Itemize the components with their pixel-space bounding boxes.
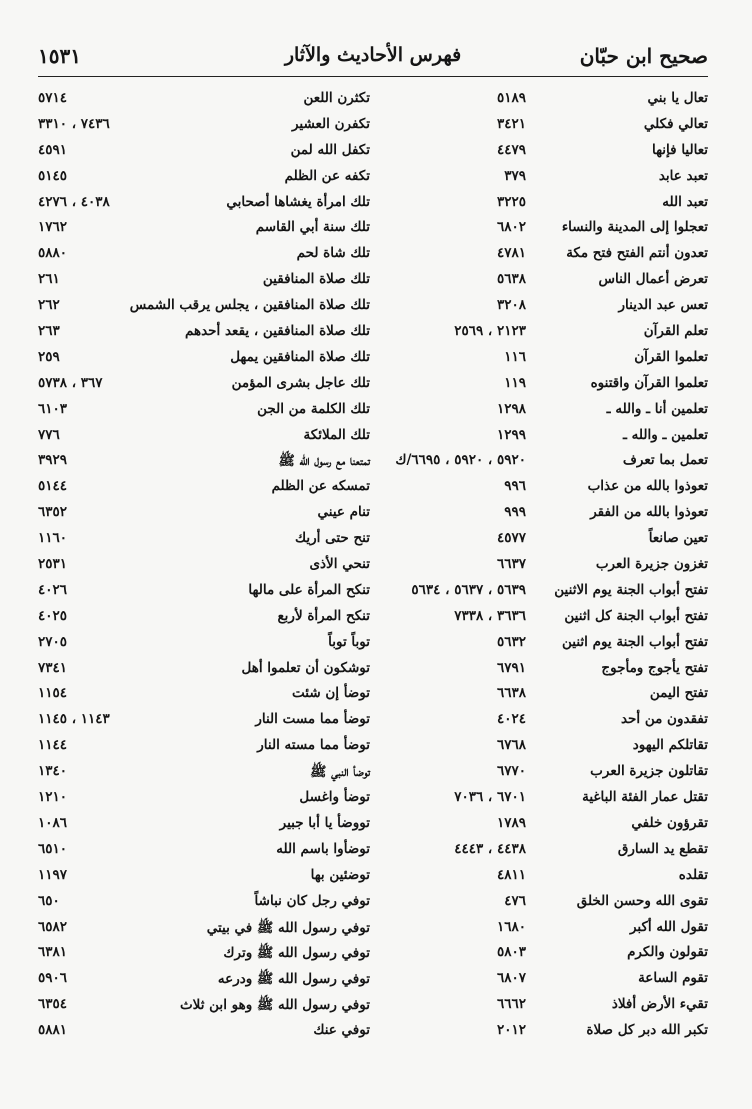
entry-text: تقولون والكرم bbox=[627, 944, 708, 961]
entry-hadith-number: ١٧٦٢ bbox=[38, 219, 68, 236]
entry-text: تقرؤون خلفي bbox=[631, 814, 708, 831]
entry-hadith-number: ٤٠٢٤ bbox=[496, 711, 526, 728]
entry-hadith-number: ٢٥٣١ bbox=[38, 556, 68, 573]
index-entry bbox=[38, 681, 370, 707]
entry-text: تفتح اليمن bbox=[649, 685, 708, 702]
entry-hadith-number: ٦٣٥٢ bbox=[38, 504, 68, 521]
entry-hadith-number: ٦٦٦٢ bbox=[496, 996, 526, 1013]
index-entry bbox=[38, 112, 370, 138]
section-title: فهرس الأحاديث والآثار bbox=[284, 44, 462, 66]
entry-hadith-number: ١٦٨٠ bbox=[496, 918, 526, 935]
entry-hadith-number: ٤٠٣٨ ، ٤٢٧٦ bbox=[38, 193, 110, 210]
index-entry bbox=[38, 966, 370, 992]
entry-hadith-number: ٤٠٢٥ bbox=[38, 607, 68, 624]
entry-text: تلك صلاة المنافقين يمهل bbox=[230, 348, 370, 365]
entry-hadith-number: ٤٨١١ bbox=[496, 866, 526, 883]
index-entry bbox=[380, 707, 708, 733]
index-entry bbox=[380, 371, 708, 397]
entry-hadith-number: ٤٤٣٨ ، ٤٤٤٣ bbox=[454, 840, 526, 857]
entry-hadith-number: ٩٩٩ bbox=[504, 504, 526, 521]
entry-text: تغزون جزيرة العرب bbox=[595, 556, 708, 573]
entry-hadith-number: ١٧٨٩ bbox=[496, 814, 526, 831]
index-entry bbox=[38, 785, 370, 811]
index-entry bbox=[38, 863, 370, 889]
entry-hadith-number: ٣٤٢١ bbox=[496, 115, 526, 132]
entry-text: توضأ النبي ﷺ bbox=[310, 764, 370, 781]
entry-hadith-number: ١١٤٣ ، ١١٤٥ bbox=[38, 711, 110, 728]
entry-hadith-number: ٥٨٠٣ bbox=[496, 944, 526, 961]
entry-text: تعدون أنتم الفتح فتح مكة bbox=[566, 245, 708, 262]
entry-text: توفي رسول الله ﷺ وهو ابن ثلاث bbox=[179, 997, 370, 1014]
index-entry bbox=[38, 940, 370, 966]
entry-hadith-number: ٥٦٣٢ bbox=[496, 633, 526, 650]
entry-text: تفتح أبواب الجنة كل اثنين bbox=[564, 607, 708, 624]
entry-text: تعرض أعمال الناس bbox=[598, 271, 708, 288]
entry-hadith-number: ٦٦٣٨ bbox=[496, 685, 526, 702]
entry-text: تكفه عن الظلم bbox=[284, 167, 370, 184]
entry-hadith-number: ٢٦٣ bbox=[38, 323, 60, 340]
entry-text: تلك عاجل بشرى المؤمن bbox=[231, 374, 370, 391]
index-entry bbox=[38, 500, 370, 526]
entry-hadith-number: ٤٠٢٦ bbox=[38, 581, 68, 598]
index-entry bbox=[380, 863, 708, 889]
entry-hadith-number: ٦٣٥٤ bbox=[38, 996, 68, 1013]
index-entry bbox=[38, 759, 370, 785]
entry-hadith-number: ٦٧٩١ bbox=[496, 659, 526, 676]
entry-text: توباً توباً bbox=[328, 633, 370, 650]
entry-hadith-number: ١١٦ bbox=[504, 348, 526, 365]
index-entry bbox=[38, 837, 370, 863]
index-entry bbox=[380, 966, 708, 992]
entry-hadith-number: ٥٦٣٩ ، ٥٦٣٧ ، ٥٦٣٤ bbox=[411, 581, 526, 598]
entry-text: تلك صلاة المنافقين ، يقعد أحدهم bbox=[184, 323, 370, 340]
entry-hadith-number: ٣٦٣٦ ، ٧٣٣٨ bbox=[454, 607, 526, 624]
entry-hadith-number: ٦١٠٣ bbox=[38, 400, 68, 417]
entry-text: تقوى الله وحسن الخلق bbox=[576, 892, 708, 909]
entry-hadith-number: ٤٤٧٩ bbox=[496, 141, 526, 158]
right-column bbox=[380, 86, 708, 1044]
entry-hadith-number: ٦٣٨١ bbox=[38, 944, 68, 961]
index-entry bbox=[38, 474, 370, 500]
index-entry bbox=[380, 759, 708, 785]
index-entry bbox=[380, 500, 708, 526]
entry-text: تعالي فكلي bbox=[643, 115, 708, 132]
entry-hadith-number: ٦٨٠٢ bbox=[496, 219, 526, 236]
index-entry bbox=[380, 241, 708, 267]
entry-hadith-number: ٦٥٨٢ bbox=[38, 918, 68, 935]
entry-hadith-number: ٥٧١٤ bbox=[38, 90, 68, 106]
entry-text: توضأ مما مسته النار bbox=[257, 737, 370, 754]
entry-text: تقاتلكم اليهود bbox=[632, 737, 708, 754]
entry-text: توضأوا باسم الله bbox=[276, 840, 370, 857]
entry-hadith-number: ١٠٨٦ bbox=[38, 814, 68, 831]
index-entry bbox=[380, 811, 708, 837]
index-entry bbox=[380, 940, 708, 966]
index-entry bbox=[38, 604, 370, 630]
page-header bbox=[38, 34, 708, 74]
entry-hadith-number: ١١٩ bbox=[504, 374, 526, 391]
index-entry bbox=[38, 138, 370, 164]
entry-text: تفتح أبواب الجنة يوم اثنين bbox=[561, 633, 708, 650]
entry-text: توضأ واغسل bbox=[299, 789, 370, 806]
entry-text: توفي رسول الله ﷺ وترك bbox=[223, 945, 370, 962]
entry-hadith-number: ٢٥٩ bbox=[38, 348, 60, 365]
index-entry bbox=[380, 267, 708, 293]
index-entry bbox=[38, 889, 370, 915]
entry-text: تعوذوا بالله من الفقر bbox=[590, 504, 708, 521]
entry-text: تلك صلاة المنافقين ، يجلس يرقب الشمس bbox=[129, 297, 370, 314]
entry-text: تقاتلون جزيرة العرب bbox=[590, 763, 708, 780]
index-entry bbox=[380, 345, 708, 371]
entry-hadith-number: ٥٨٨٠ bbox=[38, 245, 68, 262]
index-entry bbox=[38, 915, 370, 941]
index-entry bbox=[38, 267, 370, 293]
entry-hadith-number: ٤٧٨١ bbox=[496, 245, 526, 262]
index-entry bbox=[380, 889, 708, 915]
index-entry bbox=[38, 241, 370, 267]
index-entry bbox=[38, 86, 370, 112]
entry-hadith-number: ٣٦٧ ، ٥٧٣٨ bbox=[38, 374, 103, 391]
entry-text: تعال يا بني bbox=[647, 90, 708, 106]
entry-hadith-number: ٥١٤٥ bbox=[38, 167, 68, 184]
entry-text: تلك شاة لحم bbox=[296, 245, 370, 262]
index-entry bbox=[38, 215, 370, 241]
entry-hadith-number: ٢٦٢ bbox=[38, 297, 60, 314]
entry-text: تكفرن العشير bbox=[291, 115, 370, 132]
entry-text: تقطع يد السارق bbox=[617, 840, 708, 857]
index-entry bbox=[380, 423, 708, 449]
index-entry bbox=[380, 293, 708, 319]
entry-hadith-number: ٥١٤٤ bbox=[38, 478, 68, 495]
entry-text: توضئين بها bbox=[310, 866, 370, 883]
entry-text: تعس عبد الدينار bbox=[618, 297, 708, 314]
entry-text: تفتح أبواب الجنة يوم الاثنين bbox=[554, 581, 708, 598]
entry-text: تلك الكلمة من الجن bbox=[257, 400, 370, 417]
entry-hadith-number: ٣٢٠٨ bbox=[496, 297, 526, 314]
index-entry bbox=[380, 656, 708, 682]
entry-text: تنحي الأذى bbox=[309, 556, 370, 573]
index-entry bbox=[38, 1018, 370, 1044]
index-entry bbox=[38, 345, 370, 371]
index-entry bbox=[38, 656, 370, 682]
entry-text: تنام عيني bbox=[317, 504, 370, 521]
entry-hadith-number: ٢١٢٣ ، ٢٥٦٩ bbox=[454, 323, 526, 340]
index-entry bbox=[380, 86, 708, 112]
entry-hadith-number: ١٢٩٩ bbox=[496, 426, 526, 443]
entry-text: توفي عنك bbox=[313, 1022, 370, 1039]
entry-hadith-number: ٥٩٠٦ bbox=[38, 970, 68, 987]
entry-text: تعلموا القرآن واقتنوه bbox=[590, 374, 708, 391]
entry-hadith-number: ٥٨٨١ bbox=[38, 1022, 68, 1039]
entry-text: تعبد عابد bbox=[658, 167, 708, 184]
entry-hadith-number: ٥١٨٩ bbox=[496, 90, 526, 106]
entry-text: توفي رسول الله ﷺ ودرعه bbox=[217, 971, 370, 988]
index-entry bbox=[38, 448, 370, 474]
entry-hadith-number: ١١٥٤ bbox=[38, 685, 68, 702]
entry-text: تنح حتى أريك bbox=[294, 530, 370, 547]
entry-text: تكبر الله دبر كل صلاة bbox=[586, 1022, 708, 1039]
entry-text: تعلم القرآن bbox=[643, 323, 708, 340]
header-divider bbox=[38, 76, 708, 77]
entry-hadith-number: ٧٣٤١ bbox=[38, 659, 68, 676]
entry-hadith-number: ١٢١٠ bbox=[38, 789, 68, 806]
entry-text: تقول الله أكبر bbox=[629, 918, 708, 935]
page-number: ١٥٣١ bbox=[38, 44, 81, 68]
entry-text: تعاليا فإنها bbox=[651, 141, 708, 158]
index-entry bbox=[380, 448, 708, 474]
entry-text: تنكح المرأة على مالها bbox=[248, 581, 370, 598]
index-entry bbox=[380, 190, 708, 216]
entry-hadith-number: ٥٩٢٠ ، ٥٩٢٠ ، ٦٦٩٥/ك bbox=[395, 452, 526, 469]
entry-hadith-number: ٢٠١٢ bbox=[496, 1022, 526, 1039]
index-entry bbox=[38, 293, 370, 319]
index-entry bbox=[38, 811, 370, 837]
entry-hadith-number: ٤٧٦ bbox=[504, 892, 526, 909]
entry-hadith-number: ٦٧٦٨ bbox=[496, 737, 526, 754]
entry-hadith-number: ٢٦١ bbox=[38, 271, 60, 288]
entry-text: تعلموا القرآن bbox=[634, 348, 708, 365]
entry-text: تعجلوا إلى المدينة والنساء bbox=[561, 219, 708, 236]
entry-hadith-number: ٣٢٢٥ bbox=[496, 193, 526, 210]
index-entry bbox=[38, 992, 370, 1018]
index-entry bbox=[380, 915, 708, 941]
index-entry bbox=[380, 112, 708, 138]
entry-text: توفي رسول الله ﷺ في بيتي bbox=[206, 919, 370, 936]
index-entry bbox=[380, 215, 708, 241]
index-entry bbox=[380, 681, 708, 707]
index-entry bbox=[380, 837, 708, 863]
entry-text: توضأ مما مست النار bbox=[255, 711, 370, 728]
entry-hadith-number: ٩٩٦ bbox=[504, 478, 526, 495]
index-entry bbox=[380, 733, 708, 759]
entry-hadith-number: ٢٧٠٥ bbox=[38, 633, 68, 650]
entry-text: تقيء الأرض أفلاذ bbox=[611, 996, 708, 1013]
index-entry bbox=[38, 733, 370, 759]
entry-hadith-number: ١٣٤٠ bbox=[38, 763, 68, 780]
index-entry bbox=[380, 138, 708, 164]
entry-text: توشكون أن تعلموا أهل bbox=[241, 659, 370, 676]
index-entry bbox=[38, 397, 370, 423]
entry-hadith-number: ١٢٩٨ bbox=[496, 400, 526, 417]
entry-hadith-number: ٧٧٦ bbox=[38, 426, 60, 443]
index-entry bbox=[380, 578, 708, 604]
entry-text: توضأ إن شئت bbox=[291, 685, 370, 702]
index-entry bbox=[38, 371, 370, 397]
index-entry bbox=[380, 474, 708, 500]
index-entry bbox=[380, 319, 708, 345]
index-entry bbox=[380, 397, 708, 423]
entry-hadith-number: ٣٩٢٩ bbox=[38, 452, 68, 469]
index-entry bbox=[38, 552, 370, 578]
book-title: صحيح ابن حبّان bbox=[579, 44, 708, 68]
index-entry bbox=[380, 526, 708, 552]
entry-text: تعين صانعاً bbox=[648, 530, 708, 547]
entry-text: تنكح المرأة لأربع bbox=[277, 607, 370, 624]
index-entry bbox=[380, 552, 708, 578]
entry-hadith-number: ٧٤٣٦ ، ٣٣١٠ bbox=[38, 115, 110, 132]
index-entry bbox=[38, 707, 370, 733]
index-entry bbox=[380, 604, 708, 630]
entry-text: تمسكه عن الظلم bbox=[271, 478, 370, 495]
entry-hadith-number: ٤٥٧٧ bbox=[496, 530, 526, 547]
entry-text: تكثرن اللعن bbox=[303, 90, 370, 106]
index-entry bbox=[38, 190, 370, 216]
entry-text: تلك سنة أبي القاسم bbox=[255, 219, 370, 236]
entry-text: تفتح يأجوج ومأجوج bbox=[601, 659, 708, 676]
index-entry bbox=[380, 1018, 708, 1044]
entry-hadith-number: ٦٧٧٠ bbox=[496, 763, 526, 780]
index-entry bbox=[38, 578, 370, 604]
entry-text: تعمل بما تعرف bbox=[622, 452, 708, 469]
entry-text: تووضأ يا أبا جبير bbox=[279, 814, 370, 831]
entry-text: تعوذوا بالله من عذاب bbox=[587, 478, 708, 495]
entry-hadith-number: ١١٩٧ bbox=[38, 866, 68, 883]
entry-hadith-number: ٥٦٣٨ bbox=[496, 271, 526, 288]
index-entry bbox=[380, 630, 708, 656]
entry-text: تكفل الله لمن bbox=[290, 141, 370, 158]
left-column bbox=[38, 86, 370, 1044]
entry-text: تعلمين ـ والله ـ bbox=[623, 426, 708, 443]
index-entry bbox=[38, 319, 370, 345]
entry-hadith-number: ٣٧٩ bbox=[504, 167, 526, 184]
entry-hadith-number: ٦٥٠ bbox=[38, 892, 60, 909]
entry-hadith-number: ٦٥١٠ bbox=[38, 840, 68, 857]
index-entry bbox=[380, 164, 708, 190]
entry-text: تلك الملائكة bbox=[303, 426, 370, 443]
entry-text: تقتل عمار الفئة الباغية bbox=[582, 789, 708, 806]
index-entry bbox=[38, 526, 370, 552]
entry-text: تقوم الساعة bbox=[638, 970, 708, 987]
entry-text: تمتعنا مع رسول الله ﷺ bbox=[278, 453, 370, 470]
entry-text: توفي رجل كان نباشاً bbox=[254, 892, 370, 909]
entry-text: تقلده bbox=[678, 866, 708, 883]
entry-hadith-number: ٦٧٠١ ، ٧٠٣٦ bbox=[454, 789, 526, 806]
entry-text: تلك امرأة يغشاها أصحابي bbox=[226, 193, 370, 210]
entry-text: تعبد الله bbox=[662, 193, 708, 210]
index-entry bbox=[38, 423, 370, 449]
entry-hadith-number: ٦٨٠٧ bbox=[496, 970, 526, 987]
index-entry bbox=[380, 785, 708, 811]
entry-hadith-number: ١١٤٤ bbox=[38, 737, 68, 754]
entry-hadith-number: ٦٦٣٧ bbox=[496, 556, 526, 573]
entry-text: تعلمين أنا ـ والله ـ bbox=[606, 400, 708, 417]
entry-text: تلك صلاة المنافقين bbox=[262, 271, 370, 288]
entry-text: تفقدون من أحد bbox=[620, 711, 708, 728]
entry-hadith-number: ٤٥٩١ bbox=[38, 141, 68, 158]
index-entry bbox=[38, 164, 370, 190]
index-entry bbox=[38, 630, 370, 656]
entry-hadith-number: ١١٦٠ bbox=[38, 530, 68, 547]
index-entry bbox=[380, 992, 708, 1018]
